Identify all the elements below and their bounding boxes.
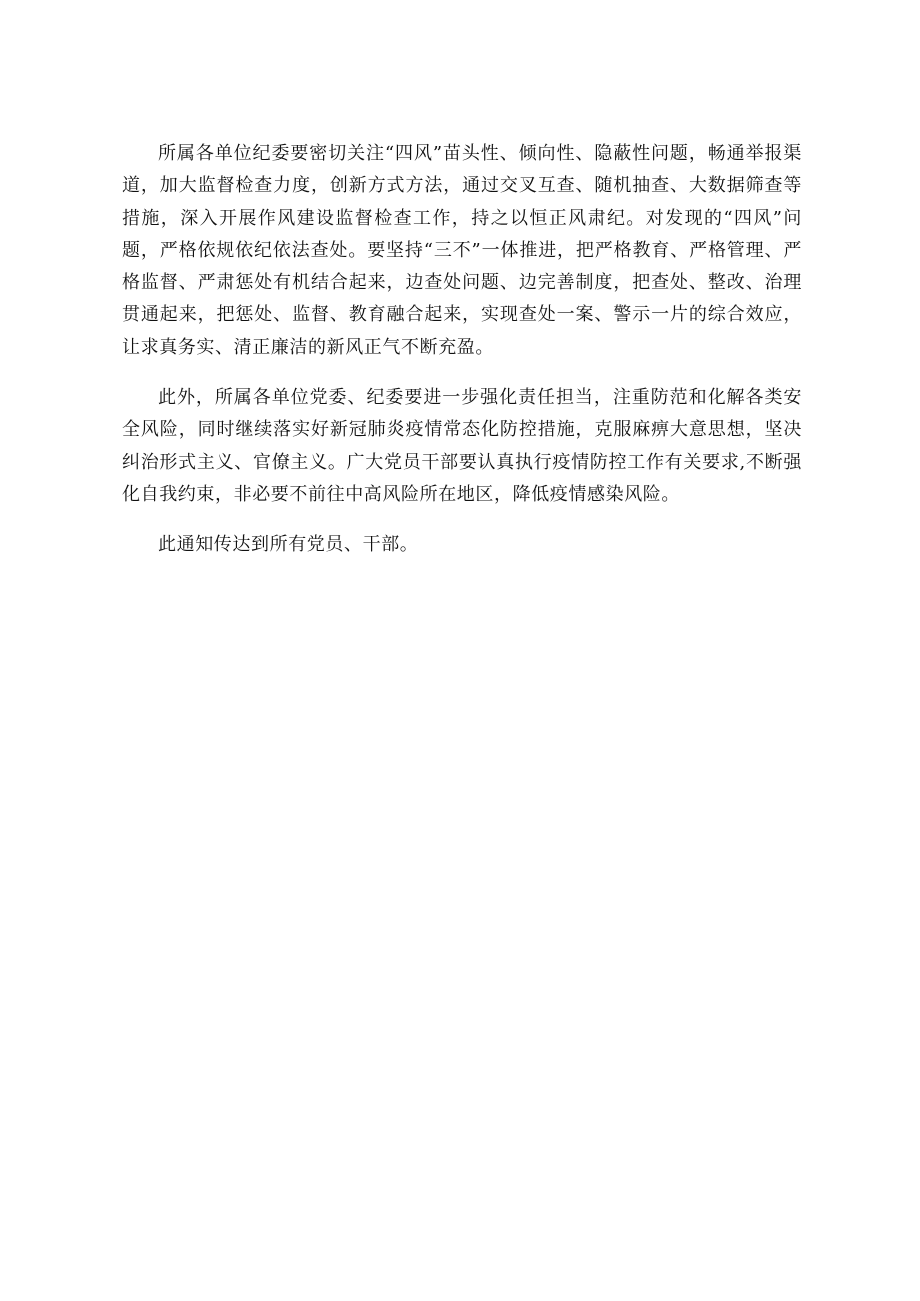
paragraph-1: 所属各单位纪委要密切关注“四风”苗头性、倾向性、隐蔽性问题，畅通举报渠道，加大监督检查力度，创新方式方法，通过交叉互查、随机抽查、大数据筛查等措施，深入开展作风建设监督检查工作，持之以恒正风肃纪。对发现的“四风”问题，严格依规依纪依法查处。要坚持“三不”一体推进，把严格教育、严格管理、严格监督、严肃惩处有机结合起来，边查处问题、边完善制度，把查处、整改、治理贯通起来，把惩处、监督、教育融合起来，实现查处一案、警示一片的综合效应，让求真务实、清正廉洁的新风正气不断充盈。 — [122, 143, 802, 358]
paragraph-3: 此通知传达到所有党员、干部。 — [158, 534, 419, 556]
document-body — [122, 138, 802, 580]
paragraph-2: 此外，所属各单位党委、纪委要进一步强化责任担当，注重防范和化解各类安全风险，同时继续落实好新冠肺炎疫情常态化防控措施，克服麻痹大意思想，坚决纠治形式主义、官僚主义。广大党员干部要认真执行疫情防控工作有关要求,不断强化自我约束，非必要不前往中高风险所在地区，降低疫情感染风险。 — [122, 387, 802, 505]
